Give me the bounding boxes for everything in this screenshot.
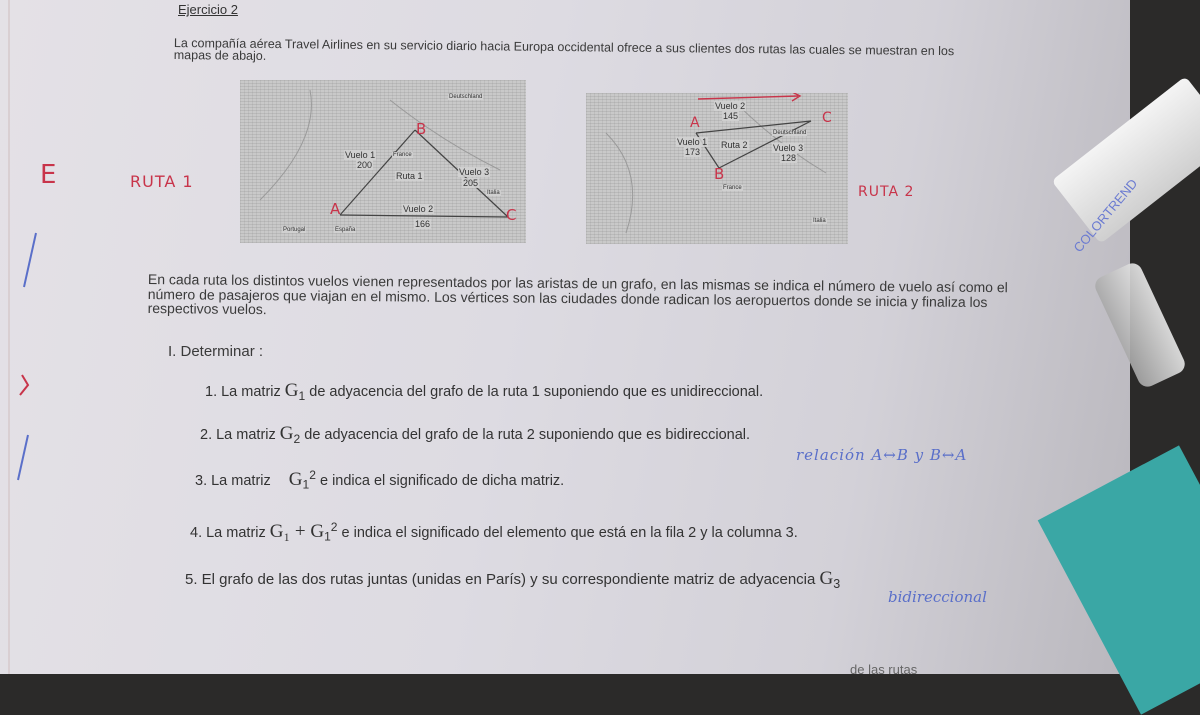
bidireccional-handwriting: bidireccional bbox=[888, 588, 987, 606]
item-2-rest: de adyacencia del grafo de la ruta 2 suponiendo que es bidireccional. bbox=[304, 427, 751, 443]
relacion-handwriting: relación A↔B y B↔A bbox=[796, 446, 968, 464]
map1-deutschland: Deutschland bbox=[449, 94, 483, 100]
margin-mark: E bbox=[40, 160, 57, 190]
map1-vuelo1-value: 200 bbox=[357, 160, 373, 170]
margin-pen-strokes bbox=[14, 225, 54, 485]
map1-espana: España bbox=[335, 227, 356, 233]
item-2-lead: 2. La matriz bbox=[200, 427, 276, 443]
item-3-sub: 1 bbox=[302, 477, 310, 492]
map2-vuelo1: Vuelo 1 bbox=[677, 137, 708, 147]
map2-france: France bbox=[723, 185, 742, 191]
map2-vuelo1-value: 173 bbox=[685, 147, 701, 157]
map1-vuelo1: Vuelo 1 bbox=[345, 150, 376, 160]
item-4 bbox=[190, 520, 798, 544]
map1-vuelo3: Vuelo 3 bbox=[459, 167, 490, 177]
map2-italia: Italia bbox=[813, 218, 826, 224]
route2-map bbox=[586, 93, 848, 244]
pen-brand-label: COLORTREND bbox=[1070, 175, 1141, 256]
map1-france: France bbox=[393, 152, 412, 158]
map2-vuelo2-value: 145 bbox=[723, 111, 739, 121]
map1-vuelo2-value: 166 bbox=[415, 219, 431, 229]
item-4-matrix: G₁ + G bbox=[269, 520, 325, 542]
description-paragraph: En cada ruta los distintos vuelos vienen representados por las aristas de un grafo, en las mismas se indica el número de vuelo así como el número de pasajeros que viajan en el mismo. Los vértices son las ciudades donde radican los aeropuertos donde se inicia y finaliza los respectivos vuelos. bbox=[147, 271, 1008, 318]
item-2-matrix: G bbox=[279, 423, 294, 444]
item-2-sub: 2 bbox=[293, 431, 301, 446]
ruta1-handwriting: RUTA 1 bbox=[130, 172, 194, 191]
route1-graph bbox=[240, 80, 526, 243]
item-3-sup: 2 bbox=[309, 468, 316, 482]
item-3 bbox=[195, 468, 564, 492]
item-4-sub: 1 bbox=[324, 529, 331, 544]
item-5 bbox=[185, 568, 840, 591]
item-3-rest: e indica el significado de dicha matriz. bbox=[319, 472, 565, 489]
ruta2-handwriting: RUTA 2 bbox=[858, 184, 915, 200]
map1-vertex-b: B bbox=[416, 120, 427, 138]
map1-ruta: Ruta 1 bbox=[396, 171, 423, 181]
map2-vertex-b: B bbox=[714, 165, 725, 183]
map1-vuelo3-value: 205 bbox=[463, 178, 479, 188]
item-4-lead: 4. La matriz bbox=[190, 524, 266, 541]
item-1-sub: 1 bbox=[298, 388, 306, 403]
item-4-rest: e indica el significado del elemento que está en la fila 2 y la columna 3. bbox=[341, 524, 798, 541]
item-5-matrix: G bbox=[819, 568, 834, 589]
intro-text: La compañía aérea Travel Airlines en su servicio diario hacia Europa occidental ofrece a sus clientes dos rutas las cuales se muestran en los mapas de abajo. bbox=[173, 36, 955, 63]
item-3-matrix: G bbox=[288, 468, 303, 490]
route1-map bbox=[240, 80, 526, 243]
item-1-lead: 1. La matriz bbox=[205, 384, 281, 400]
determinar-heading: I. Determinar : bbox=[168, 343, 264, 360]
map2-vuelo3-value: 128 bbox=[781, 153, 797, 163]
map1-portugal: Portugal bbox=[283, 227, 306, 233]
map2-vuelo3: Vuelo 3 bbox=[773, 143, 804, 153]
map1-vertex-c: C bbox=[506, 206, 517, 224]
item-1 bbox=[205, 380, 763, 403]
item-2 bbox=[200, 423, 750, 446]
item-1-rest: de adyacencia del grafo de la ruta 1 suponiendo que es unidireccional. bbox=[309, 384, 764, 400]
map2-ruta: Ruta 2 bbox=[721, 140, 748, 150]
exercise-heading: Ejercicio 2 bbox=[178, 2, 238, 17]
map2-deutschland: Deutschland bbox=[773, 130, 807, 136]
item-5-sub: 3 bbox=[833, 577, 841, 591]
item-3-lead: 3. La matriz bbox=[195, 472, 271, 489]
item-1-matrix: G bbox=[284, 380, 299, 401]
margin-line bbox=[8, 0, 10, 674]
map1-vertex-a: A bbox=[330, 200, 341, 218]
map1-vuelo2: Vuelo 2 bbox=[403, 204, 434, 214]
map2-vertex-c: C bbox=[822, 110, 832, 126]
item-5-lead: 5. El grafo de las dos rutas juntas (unidas en París) y su correspondiente matriz de adyacencia bbox=[185, 571, 816, 588]
map2-vuelo2: Vuelo 2 bbox=[715, 101, 746, 111]
map1-italia: Italia bbox=[487, 190, 500, 196]
footer-fragment: de las rutas bbox=[850, 662, 918, 677]
item-4-sup: 2 bbox=[330, 520, 338, 534]
map2-vertex-a: A bbox=[690, 115, 700, 131]
